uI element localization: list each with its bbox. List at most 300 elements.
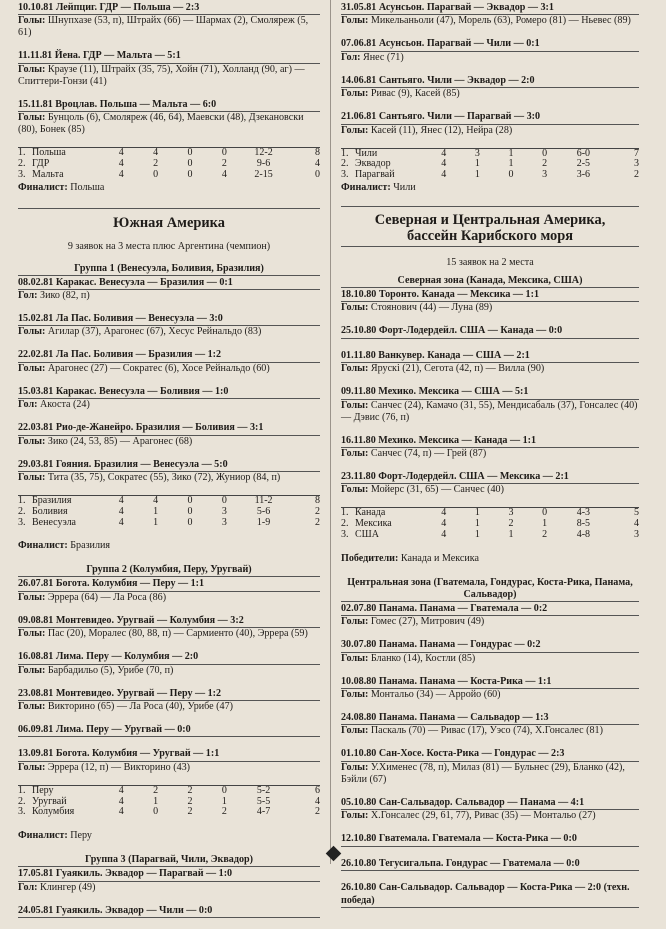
goals-line xyxy=(341,448,639,460)
goals-scorers: Касей (11), Янес (12), Нейра (28) xyxy=(368,124,513,136)
standings-cell-team: Парагвай xyxy=(355,169,395,181)
match-entry xyxy=(341,882,639,908)
standings-cell-w: 4 xyxy=(138,496,172,507)
goals-label: Голы: xyxy=(341,399,369,411)
match-entry xyxy=(341,289,639,314)
match-heading: 01.11.80 Ванкувер. Канада — США — 2:1 xyxy=(341,350,639,363)
match-entry xyxy=(18,868,320,893)
standings-cell-team: Польша xyxy=(32,148,104,159)
standings-cell-d: 0 xyxy=(173,496,207,507)
standings-cell-w: 1 xyxy=(461,508,495,519)
goals-line xyxy=(341,653,639,665)
standings-cell-team: Канада xyxy=(355,508,427,519)
standings-cell-w: 3 xyxy=(461,148,495,159)
goals-label: Гол: xyxy=(18,399,38,411)
goals-scorers: Х.Гонсалес (29, 61, 77), Ривас (35) — Монтальо (27) xyxy=(368,810,596,822)
standings-cell-pos: 2. xyxy=(18,795,26,807)
goals-scorers: Клингер (49) xyxy=(37,881,96,893)
goals-scorers: Шнупхазе (53, п), Штрайх (66) — Шармах (2), Смоляреж (5, 61) xyxy=(18,15,309,39)
goals-line xyxy=(341,762,639,786)
match-entry xyxy=(18,651,320,676)
standings-cell-pos: 2. xyxy=(341,158,349,170)
right-block1 xyxy=(341,2,639,137)
goals-scorers: Санчес (74, п) — Грей (87) xyxy=(368,448,487,460)
match-entry xyxy=(18,905,320,918)
finalist-label: Финалист: xyxy=(18,540,68,552)
match-heading: 01.10.80 Сан-Хосе. Коста-Рика — Гондурас — 2:3 xyxy=(341,748,639,761)
zone1-matches xyxy=(341,289,639,496)
goals-line xyxy=(18,762,320,774)
standings-cell-p: 4 xyxy=(118,168,124,180)
match-heading: 17.05.81 Гуаякиль. Эквадор — Парагвай — 1:0 xyxy=(18,868,320,881)
goals-label: Голы: xyxy=(341,616,369,628)
goals-scorers: Янес (71) xyxy=(360,51,404,63)
column-divider xyxy=(330,0,331,864)
match-heading: 08.02.81 Каракас. Венесуэла — Бразилия — 0:1 xyxy=(18,277,320,290)
goals-scorers: Гомес (27), Митрович (49) xyxy=(368,616,485,628)
standings-cell-pts: 4 xyxy=(315,795,320,807)
standings-cell-w: 1 xyxy=(474,518,480,530)
standings-cell-p: 4 xyxy=(427,148,461,159)
goals-label: Голы: xyxy=(341,652,369,664)
match-heading: 22.02.81 Ла Пас. Боливия — Бразилия — 1:2 xyxy=(18,349,320,362)
standings-cell-score: 9-6 xyxy=(256,158,271,170)
match-heading: 22.03.81 Рио-де-Жанейро. Бразилия — Боливия — 3:1 xyxy=(18,422,320,435)
standings-row xyxy=(18,785,320,796)
standings-cell-pts: 7 xyxy=(605,148,639,159)
standings-row xyxy=(18,807,320,818)
goals-line xyxy=(18,592,320,604)
standings-row xyxy=(18,170,320,181)
standings-cell-pos: 3. xyxy=(18,806,26,818)
match-heading: 13.09.81 Богота. Колумбия — Уругвай — 1:1 xyxy=(18,748,320,761)
goals-line xyxy=(341,400,639,424)
match-heading: 31.05.81 Асунсьон. Парагвай — Эквадор — 3:1 xyxy=(341,2,639,15)
standings-cell-score: 4-8 xyxy=(576,529,591,541)
goals-label: Голы: xyxy=(341,363,369,375)
standings-cell-pts: 2 xyxy=(315,516,320,528)
standings-cell-pts: 4 xyxy=(315,158,320,170)
standings-cell-pts: 0 xyxy=(315,168,320,180)
standings-cell-p: 4 xyxy=(104,148,138,159)
standings-cell-d: 2 xyxy=(187,795,193,807)
goals-line xyxy=(18,290,320,302)
goals-label: Гол: xyxy=(18,881,38,893)
match-heading: 25.10.80 Форт-Лодердейл. США — Канада — 0:0 xyxy=(341,325,639,338)
standings-cell-pos: 2. xyxy=(341,518,349,530)
standings-row xyxy=(18,518,320,529)
goals-scorers: Акоста (24) xyxy=(37,399,90,411)
goals-line xyxy=(341,725,639,737)
goals-scorers: Стоянович (44) — Луна (89) xyxy=(368,302,493,314)
match-heading: 24.05.81 Гуаякиль. Эквадор — Чили — 0:0 xyxy=(18,905,320,918)
match-heading: 15.11.81 Вроцлав. Польша — Мальта — 6:0 xyxy=(18,99,320,112)
goals-scorers: Бунцоль (6), Смоляреж (46, 64), Маевски (48), Дзекановски (80), Бонек (85) xyxy=(18,112,304,136)
standings-cell-team: Боливия xyxy=(32,505,68,517)
standings-cell-l: 0 xyxy=(528,508,562,519)
standings-cell-score: 5-6 xyxy=(256,505,271,517)
standings-cell-score: 6-0 xyxy=(561,148,605,159)
standings-cell-l: 3 xyxy=(221,505,227,517)
match-entry xyxy=(341,75,639,100)
standings-cell-d: 2 xyxy=(173,785,207,796)
standings-cell-score: 4-7 xyxy=(256,806,271,818)
standings-cell-d: 1 xyxy=(508,158,514,170)
goals-label: Голы: xyxy=(18,362,46,374)
goals-label: Голы: xyxy=(341,15,369,27)
section-rule xyxy=(341,246,639,247)
standings-cell-d: 2 xyxy=(508,518,514,530)
standings-cell-l: 0 xyxy=(207,148,241,159)
match-entry xyxy=(341,748,639,785)
goals-scorers: Ривас (9), Касей (85) xyxy=(368,88,460,100)
goals-scorers: Эррера (64) — Ла Роса (86) xyxy=(45,591,167,603)
standings-cell-team: Уругвай xyxy=(32,795,67,807)
match-heading: 07.06.81 Асунсьон. Парагвай — Чили — 0:1 xyxy=(341,38,639,51)
goals-label: Голы: xyxy=(18,701,46,713)
section-subtitle: 9 заявок на 3 места плюс Аргентина (чемпион) xyxy=(67,240,271,252)
match-entry xyxy=(18,313,320,338)
match-heading: 06.09.81 Лима. Перу — Уругвай — 0:0 xyxy=(18,724,320,737)
goals-line xyxy=(341,689,639,701)
standings-cell-score: 2-5 xyxy=(576,158,591,170)
standings-row xyxy=(18,148,320,159)
match-heading: 15.03.81 Каракас. Венесуэла — Боливия — 1:0 xyxy=(18,386,320,399)
section-title-caribbean: бассейн Карибского моря xyxy=(406,228,574,245)
match-entry xyxy=(341,676,639,701)
standings-cell-score: 3-6 xyxy=(576,169,591,181)
standings-cell-score: 1-9 xyxy=(256,516,271,528)
match-heading: 23.11.80 Форт-Лодердейл. США — Мексика — 2:1 xyxy=(341,471,639,484)
goals-scorers: У.Хименес (78, п), Милаз (81) — Бульнес (29), Бланко (42), Бэйли (67) xyxy=(341,761,625,785)
goals-scorers: Мойерс (31, 65) — Санчес (40) xyxy=(368,484,504,496)
standings-cell-w: 2 xyxy=(153,158,159,170)
standings-cell-pos: 1. xyxy=(341,508,355,519)
goals-line xyxy=(18,399,320,411)
goals-line xyxy=(18,665,320,677)
match-heading: 30.07.80 Панама. Панама — Гондурас — 0:2 xyxy=(341,639,639,652)
match-entry xyxy=(341,38,639,63)
goals-line xyxy=(18,701,320,713)
match-entry xyxy=(341,2,639,27)
goals-line xyxy=(341,302,639,314)
match-entry xyxy=(341,603,639,628)
standings-cell-p: 4 xyxy=(118,505,124,517)
finalist-label: Финалист: xyxy=(341,182,391,194)
standings-cell-score: 4-3 xyxy=(561,508,605,519)
match-entry xyxy=(18,748,320,773)
match-entry xyxy=(341,833,639,846)
goals-scorers: Краузе (11), Штрайх (35, 75), Хойн (71), Холланд (90, аг) — Спиттери-Гонзи (41) xyxy=(18,63,305,87)
group2-matches xyxy=(18,578,320,773)
group-title: Группа 1 (Венесуэла, Боливия, Бразилия) xyxy=(18,263,320,276)
standings-row xyxy=(341,530,639,541)
standings-cell-pts: 8 xyxy=(286,148,320,159)
match-entry xyxy=(18,688,320,713)
standings-cell-team: Колумбия xyxy=(32,806,75,818)
match-heading: 12.10.80 Гватемала. Гватемала — Коста-Рика — 0:0 xyxy=(341,833,639,846)
standings-cell-d: 0 xyxy=(508,169,514,181)
standings-table-north-zone xyxy=(341,507,639,540)
standings-cell-score: 2-15 xyxy=(254,168,273,180)
goals-label: Гол: xyxy=(341,51,361,63)
standings-cell-team: Венесуэла xyxy=(32,516,76,528)
group-title: Группа 3 (Парагвай, Чили, Эквадор) xyxy=(18,854,320,867)
match-heading: 26.07.81 Богота. Колумбия — Перу — 1:1 xyxy=(18,578,320,591)
standings-cell-w: 1 xyxy=(153,795,159,807)
match-entry xyxy=(341,471,639,496)
standings-cell-pts: 2 xyxy=(315,806,320,818)
standings-cell-pts: 5 xyxy=(605,508,639,519)
standings-cell-l: 2 xyxy=(221,806,227,818)
finalist-line xyxy=(341,182,639,194)
finalist-line xyxy=(18,540,320,552)
standings-cell-w: 0 xyxy=(153,806,159,818)
standings-cell-pos: 1. xyxy=(341,148,355,159)
match-heading: 14.06.81 Сантьяго. Чили — Эквадор — 2:0 xyxy=(341,75,639,88)
standings-cell-p: 4 xyxy=(118,806,124,818)
goals-label: Голы: xyxy=(18,472,46,484)
standings-cell-pts: 2 xyxy=(634,169,639,181)
standings-cell-team: Эквадор xyxy=(355,158,391,170)
zone-title: Центральная зона (Гватемала, Гондурас, Коста-Рика, Панама, Сальвадор) xyxy=(341,577,639,602)
match-entry xyxy=(18,349,320,374)
goals-label: Гол: xyxy=(18,290,38,302)
match-heading: 09.08.81 Монтевидео. Уругвай — Колумбия — 3:2 xyxy=(18,615,320,628)
standings-cell-w: 2 xyxy=(138,785,172,796)
match-entry xyxy=(18,724,320,737)
standings-cell-pos: 3. xyxy=(18,168,26,180)
goals-label: Голы: xyxy=(341,484,369,496)
zone-title: Северная зона (Канада, Мексика, США) xyxy=(341,275,639,288)
match-entry xyxy=(341,639,639,664)
goals-label: Голы: xyxy=(18,63,46,75)
standings-cell-p: 4 xyxy=(118,516,124,528)
goals-scorers: Тита (35, 75), Сократес (55), Зико (72), Жуниор (84, п) xyxy=(45,472,281,484)
goals-line xyxy=(341,88,639,100)
match-heading: 16.08.81 Лима. Перу — Колумбия — 2:0 xyxy=(18,651,320,664)
goals-line xyxy=(341,125,639,137)
match-entry xyxy=(341,858,639,871)
standings-cell-p: 4 xyxy=(441,518,447,530)
goals-line xyxy=(341,52,639,64)
standings-cell-l: 1 xyxy=(221,795,227,807)
finalist-label: Финалист: xyxy=(18,181,68,193)
left-block1 xyxy=(18,2,320,136)
goals-line xyxy=(341,810,639,822)
winners-label: Победители: xyxy=(341,552,399,564)
match-entry xyxy=(18,2,320,39)
standings-cell-team: США xyxy=(355,529,379,541)
standings-cell-l: 0 xyxy=(528,148,562,159)
standings-cell-w: 1 xyxy=(153,516,159,528)
standings-cell-d: 3 xyxy=(494,508,528,519)
standings-cell-team: Чили xyxy=(355,148,427,159)
standings-cell-w: 1 xyxy=(474,158,480,170)
standings-cell-pos: 3. xyxy=(341,529,349,541)
match-entry xyxy=(341,797,639,822)
goals-scorers: Эррера (12, п) — Викторино (43) xyxy=(45,761,191,773)
goals-line xyxy=(18,363,320,375)
match-entry xyxy=(341,435,639,460)
standings-cell-p: 4 xyxy=(441,169,447,181)
standings-cell-l: 2 xyxy=(221,158,227,170)
goals-line xyxy=(341,484,639,496)
match-heading: 10.10.81 Лейпциг. ГДР — Польша — 2:3 xyxy=(18,2,320,15)
standings-cell-w: 4 xyxy=(138,148,172,159)
standings-cell-team: Мальта xyxy=(32,168,64,180)
match-heading: 23.08.81 Монтевидео. Уругвай — Перу — 1:2 xyxy=(18,688,320,701)
match-heading: 16.11.80 Мехико. Мексика — Канада — 1:1 xyxy=(341,435,639,448)
goals-label: Голы: xyxy=(18,435,46,447)
standings-cell-pts: 3 xyxy=(634,529,639,541)
match-entry xyxy=(341,325,639,338)
goals-label: Голы: xyxy=(18,112,46,124)
right-column xyxy=(341,2,639,919)
goals-scorers: Арагонес (27) — Сократес (6), Хосе Рейнальдо (60) xyxy=(45,362,270,374)
standings-cell-l: 3 xyxy=(221,516,227,528)
standings-cell-pos: 3. xyxy=(341,169,349,181)
standings-cell-p: 4 xyxy=(441,158,447,170)
section-title-north-america: Северная и Центральная Америка, xyxy=(374,212,606,229)
finalist-value: Бразилия xyxy=(67,540,111,552)
standings-cell-score: 12-2 xyxy=(242,148,286,159)
goals-label: Голы: xyxy=(18,628,46,640)
goals-label: Голы: xyxy=(341,761,369,773)
finalist-line xyxy=(18,182,320,194)
standings-row xyxy=(341,170,639,181)
standings-cell-d: 0 xyxy=(187,516,193,528)
goals-line xyxy=(18,64,320,88)
finalist-line xyxy=(18,830,320,842)
standings-cell-d: 0 xyxy=(187,505,193,517)
winners-value: Канада и Мексика xyxy=(398,552,479,564)
goals-line xyxy=(18,112,320,136)
standings-cell-l: 2 xyxy=(542,529,548,541)
finalist-value: Польша xyxy=(67,181,105,193)
standings-table-group1 xyxy=(18,495,320,528)
standings-cell-d: 0 xyxy=(187,158,193,170)
match-entry xyxy=(18,578,320,603)
match-entry xyxy=(18,99,320,136)
goals-line xyxy=(18,628,320,640)
standings-cell-p: 4 xyxy=(118,158,124,170)
standings-cell-pos: 1. xyxy=(18,148,32,159)
standings-cell-pts: 6 xyxy=(286,785,320,796)
match-heading: 11.11.81 Йена. ГДР — Мальта — 5:1 xyxy=(18,50,320,63)
section-rule xyxy=(18,208,320,209)
goals-label: Голы: xyxy=(341,448,369,460)
match-entry xyxy=(18,422,320,447)
standings-table-group3 xyxy=(341,148,639,181)
goals-scorers: Микельаньоли (47), Морель (63), Ромеро (81) — Ньевес (89) xyxy=(368,15,631,27)
standings-cell-pts: 2 xyxy=(315,505,320,517)
match-entry xyxy=(341,712,639,737)
standings-cell-pts: 8 xyxy=(286,496,320,507)
goals-label: Голы: xyxy=(341,302,369,314)
standings-cell-score: 11-2 xyxy=(242,496,286,507)
match-heading: 18.10.80 Торонто. Канада — Мексика — 1:1 xyxy=(341,289,639,302)
standings-cell-pts: 4 xyxy=(634,518,639,530)
standings-cell-pos: 1. xyxy=(18,496,32,507)
zone2-matches xyxy=(341,603,639,908)
standings-cell-l: 0 xyxy=(207,496,241,507)
match-heading: 09.11.80 Мехико. Мексика — США — 5:1 xyxy=(341,386,639,399)
goals-line xyxy=(18,326,320,338)
goals-label: Голы: xyxy=(341,124,369,136)
match-entry xyxy=(18,277,320,302)
goals-label: Голы: xyxy=(18,326,46,338)
standings-cell-team: Бразилия xyxy=(32,496,104,507)
standings-cell-p: 4 xyxy=(104,785,138,796)
goals-scorers: Зико (82, п) xyxy=(37,290,90,302)
standings-cell-score: 8-5 xyxy=(576,518,591,530)
standings-cell-w: 0 xyxy=(153,168,159,180)
match-heading: 24.08.80 Панама. Панама — Сальвадор — 1:3 xyxy=(341,712,639,725)
standings-cell-l: 0 xyxy=(207,785,241,796)
goals-label: Голы: xyxy=(341,689,369,701)
standings-cell-p: 4 xyxy=(441,529,447,541)
standings-cell-p: 4 xyxy=(118,795,124,807)
goals-scorers: Ярускi (21), Сегота (42, п) — Вилла (90) xyxy=(368,363,545,375)
group1-matches xyxy=(18,277,320,484)
standings-cell-d: 1 xyxy=(494,148,528,159)
standings-cell-l: 3 xyxy=(542,169,548,181)
group-title: Группа 2 (Колумбия, Перу, Уругвай) xyxy=(18,564,320,577)
goals-label: Голы: xyxy=(341,810,369,822)
match-heading: 26.10.80 Тегусигальпа. Гондурас — Гватемала — 0:0 xyxy=(341,858,639,871)
match-heading: 15.02.81 Ла Пас. Боливия — Венесуэла — 3:0 xyxy=(18,313,320,326)
finalist-label: Финалист: xyxy=(18,830,68,842)
goals-scorers: Зико (24, 53, 85) — Арагонес (68) xyxy=(45,435,193,447)
match-heading: 26.10.80 Сан-Сальвадор. Сальвадор — Коста-Рика — 2:0 (техн. победа) xyxy=(341,882,639,908)
standings-table-europe xyxy=(18,147,320,180)
standings-cell-w: 1 xyxy=(474,169,480,181)
standings-cell-w: 1 xyxy=(153,505,159,517)
goals-line xyxy=(341,616,639,628)
standings-cell-d: 1 xyxy=(508,529,514,541)
standings-cell-score: 5-2 xyxy=(242,785,286,796)
goals-label: Голы: xyxy=(18,15,46,27)
goals-scorers: Агилар (37), Арагонес (67), Хесус Рейнальдо (83) xyxy=(45,326,262,338)
goals-scorers: Бланко (14), Костли (85) xyxy=(368,652,476,664)
goals-line xyxy=(341,363,639,375)
match-heading: 21.06.81 Сантьяго. Чили — Парагвай — 3:0 xyxy=(341,111,639,124)
standings-cell-d: 0 xyxy=(173,148,207,159)
goals-scorers: Пас (20), Моралес (80, 88, п) — Сармиенто (40), Эррера (59) xyxy=(45,628,308,640)
goals-label: Голы: xyxy=(18,761,46,773)
group3-matches xyxy=(18,868,320,918)
standings-cell-pos: 2. xyxy=(18,158,26,170)
standings-cell-pts: 3 xyxy=(634,158,639,170)
match-entry xyxy=(18,615,320,640)
goals-scorers: Паскаль (70) — Ривас (17), Уэсо (74), Х.Гонсалес (81) xyxy=(368,725,603,737)
left-column xyxy=(18,2,320,929)
match-heading: 29.03.81 Гояния. Бразилия — Венесуэла — 5:0 xyxy=(18,459,320,472)
standings-cell-d: 2 xyxy=(187,806,193,818)
standings-cell-score: 5-5 xyxy=(256,795,271,807)
standings-cell-pos: 1. xyxy=(18,785,32,796)
goals-scorers: Монтальо (34) — Арройо (60) xyxy=(368,689,501,701)
section-title-south-america: Южная Америка xyxy=(113,214,225,231)
goals-line xyxy=(18,882,320,894)
standings-cell-team: ГДР xyxy=(32,158,50,170)
standings-cell-l: 4 xyxy=(221,168,227,180)
standings-cell-p: 4 xyxy=(427,508,461,519)
standings-cell-team: Перу xyxy=(32,785,104,796)
goals-line xyxy=(341,15,639,27)
standings-cell-pos: 2. xyxy=(18,505,26,517)
